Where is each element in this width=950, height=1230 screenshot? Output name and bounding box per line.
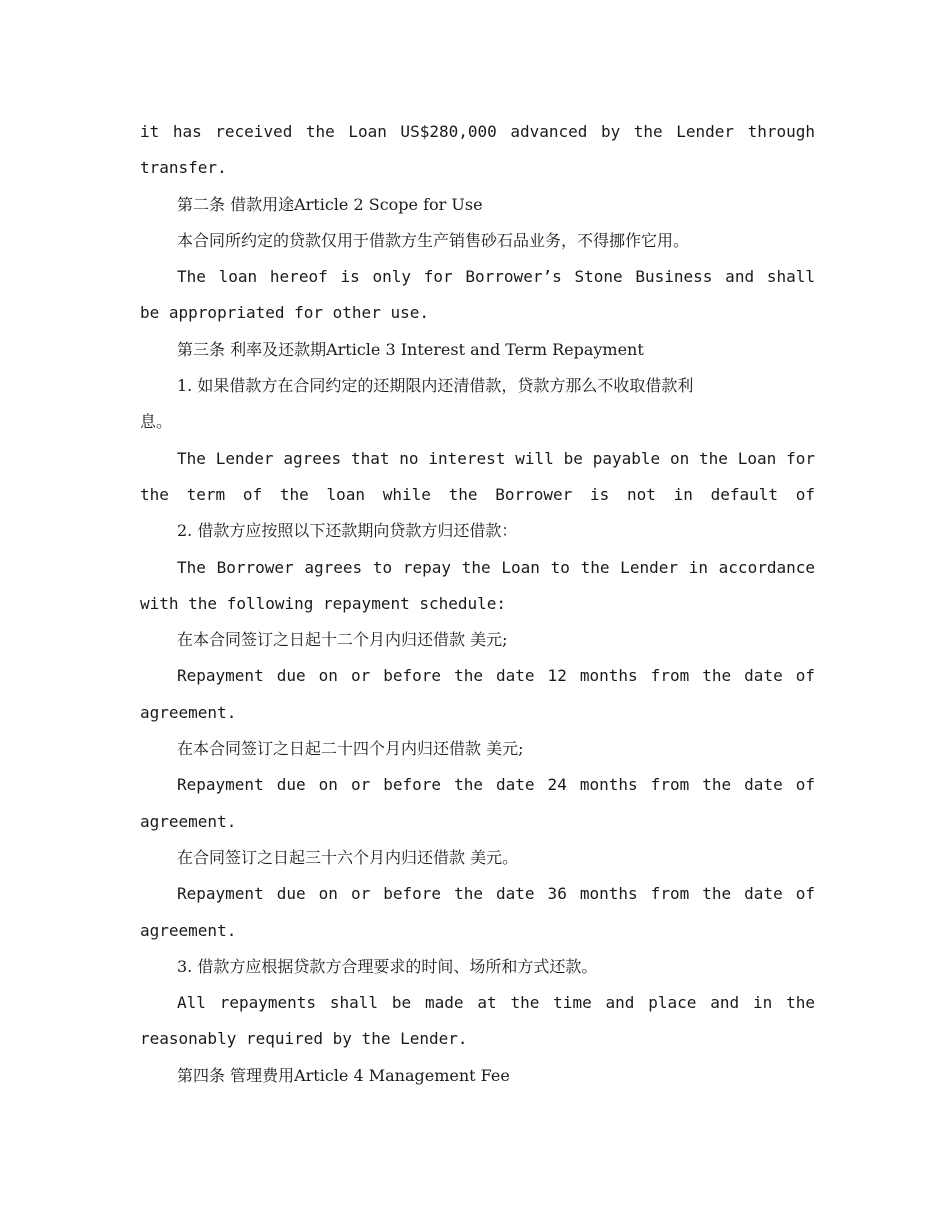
text-line: The Borrower agrees to repay the Loan to the Lender in accordance (177, 557, 815, 577)
text-line: The Lender agrees that no interest will be payable on the Loan for (177, 448, 815, 468)
text-line: Repayment due on or before the date 24 months from the date of (177, 775, 815, 795)
text-line: Repayment due on or before the date 12 months from the date of (177, 666, 815, 686)
text-line: reasonably required by the Lender. (140, 1029, 468, 1049)
article-4-heading: 第四条 管理费用Article 4 Management Fee (177, 1065, 510, 1085)
text-line: agreement. (140, 920, 237, 940)
article-2-heading: 第二条 借款用途Article 2 Scope for Use (177, 194, 483, 214)
text-line: All repayments shall be made at the time and place and in the (177, 993, 815, 1013)
text-line: The loan hereof is only for Borrower’s Stone Business and shall (177, 267, 815, 287)
text-line: 在本合同签订之日起二十四个月内归还借款 美元; (177, 739, 524, 759)
text-line: 本合同所约定的贷款仅用于借款方生产销售砂石品业务，不得挪作它用。 (177, 230, 690, 250)
text-line: 1. 如果借款方在合同约定的还期限内还清借款，贷款方那么不收取借款利 (177, 376, 694, 396)
text-line: the term of the loan while the Borrower is not in default of (140, 484, 815, 504)
text-line: be appropriated for other use. (140, 303, 429, 323)
text-line: 3. 借款方应根据贷款方合理要求的时间、场所和方式还款。 (177, 956, 598, 976)
article-3-heading: 第三条 利率及还款期Article 3 Interest and Term Repayment (177, 339, 644, 359)
text-line: 在合同签订之日起三十六个月内归还借款 美元。 (177, 847, 519, 867)
text-line: transfer. (140, 158, 227, 178)
text-line: agreement. (140, 702, 237, 722)
text-line: 在本合同签订之日起十二个月内归还借款 美元; (177, 630, 508, 650)
text-line: with the following repayment schedule: (140, 593, 507, 613)
text-line: 2. 借款方应按照以下还款期向贷款方归还借款： (177, 521, 518, 541)
text-line: 息。 (140, 412, 173, 432)
text-line: agreement. (140, 811, 237, 831)
document-body (140, 114, 815, 1094)
text-line: it has received the Loan US$280,000 advanced by the Lender through (140, 122, 815, 141)
text-line: Repayment due on or before the date 36 months from the date of (177, 884, 815, 904)
